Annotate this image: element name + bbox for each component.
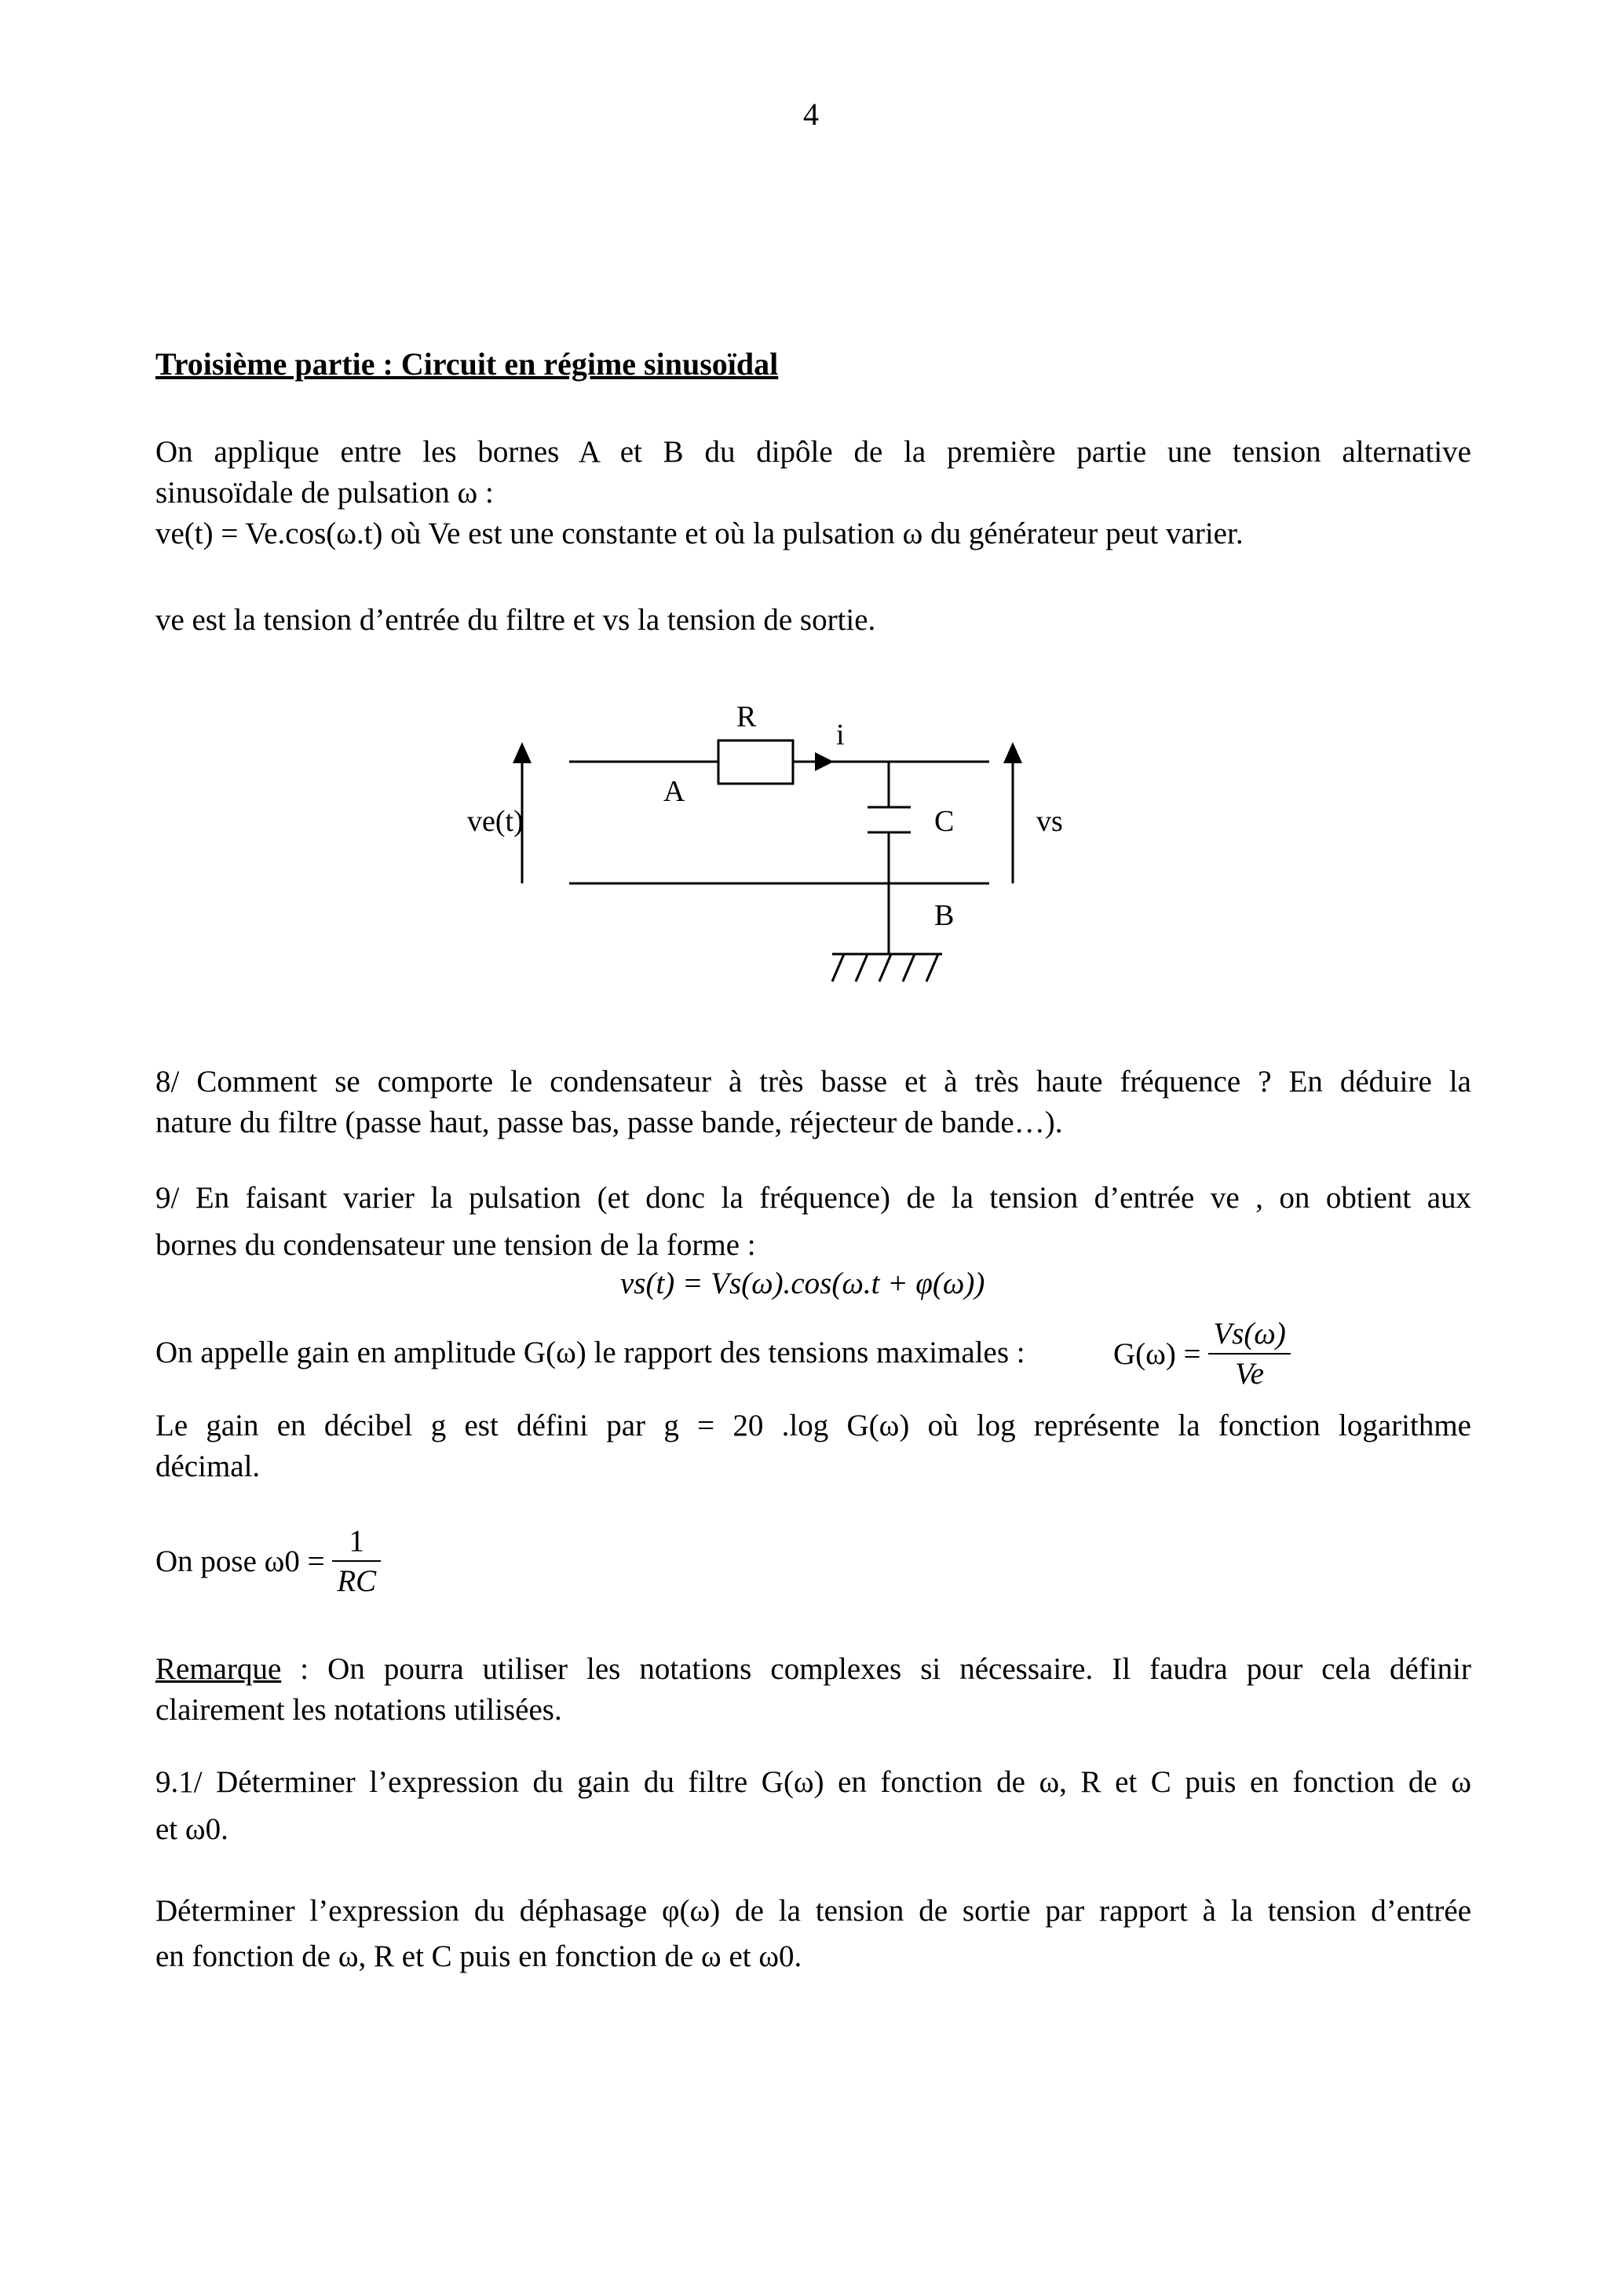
label-C: C — [934, 805, 955, 838]
q9-line-2: bornes du condensateur une tension de la forme : — [155, 1228, 756, 1262]
label-R: R — [736, 700, 757, 733]
label-ve: ve(t) — [467, 805, 524, 838]
gain-definition-text: On appelle gain en amplitude G(ω) le rapport des tensions maximales : — [155, 1336, 1025, 1369]
remark-text: : On pourra utiliser les notations complexes si nécessaire. Il faudra pour cela définir — [281, 1652, 1471, 1686]
current-arrow — [815, 752, 834, 771]
q91-line-1: 9.1/ Déterminer l’expression du gain du filtre G(ω) en fonction de ω, R et C puis en fonction de ω — [155, 1765, 1471, 1799]
remark-line-1 — [155, 1649, 1471, 1690]
q91-line-2: et ω0. — [155, 1812, 228, 1846]
intro-line-1: On applique entre les bornes A et B du dipôle de la première partie une tension alternative — [155, 435, 1471, 469]
omega0-denominator: RC — [337, 1564, 377, 1598]
label-A: A — [663, 775, 685, 808]
q8-line-1: 8/ Comment se comporte le condensateur à très basse et à très haute fréquence ? En déduire la — [155, 1065, 1471, 1099]
resistor — [718, 740, 793, 784]
gain-formula — [1113, 1316, 1291, 1391]
intro-line-2: sinusoïdale de pulsation ω : — [155, 476, 494, 510]
formula-vs: vs(t) = Vs(ω).cos(ω.t + φ(ω)) — [620, 1267, 985, 1300]
gain-lhs: G(ω) = — [1113, 1336, 1201, 1371]
section-title: Troisième partie : Circuit en régime sinusoïdal — [155, 346, 779, 382]
q91-line-4: en fonction de ω, R et C puis en fonction de ω et ω0. — [155, 1940, 802, 1973]
db-line-1: Le gain en décibel g est défini par g = 20 .log G(ω) où log représente la fonction logarithme — [155, 1409, 1471, 1442]
q8-line-2: nature du filtre (passe haut, passe bas, passe bande, réjecteur de bande…). — [155, 1106, 1063, 1139]
gain-numerator: Vs(ω) — [1208, 1316, 1291, 1355]
gain-denominator: Ve — [1235, 1357, 1264, 1391]
db-line-2: décimal. — [155, 1450, 261, 1483]
rc-circuit-diagram — [440, 691, 1083, 1005]
ve-arrow-head — [513, 742, 532, 763]
omega0-numerator: 1 — [332, 1523, 381, 1562]
omega0-fraction — [332, 1523, 381, 1599]
intro-line-3: ve(t) = Ve.cos(ω.t) où Ve est une constante et où la pulsation ω du générateur peut varier. — [155, 517, 1244, 550]
vs-arrow-head — [1003, 742, 1022, 763]
gain-fraction — [1208, 1316, 1291, 1391]
page-number: 4 — [803, 97, 819, 132]
q9-line-1: 9/ En faisant varier la pulsation (et donc la fréquence) de la tension d’entrée ve , on obtient aux — [155, 1181, 1471, 1215]
ground-symbol — [926, 954, 938, 982]
pose-text: On pose ω0 = — [155, 1544, 325, 1578]
io-definition: ve est la tension d’entrée du filtre et vs la tension de sortie. — [155, 603, 876, 637]
remark-label: Remarque — [155, 1652, 282, 1686]
label-i: i — [836, 718, 845, 751]
label-B: B — [934, 899, 955, 932]
label-vs: vs — [1036, 805, 1063, 838]
q91-line-3: Déterminer l’expression du déphasage φ(ω) de la tension de sortie par rapport à la tension d’entrée — [155, 1894, 1471, 1928]
omega0-definition — [155, 1523, 381, 1599]
remark-line-2: clairement les notations utilisées. — [155, 1693, 562, 1727]
